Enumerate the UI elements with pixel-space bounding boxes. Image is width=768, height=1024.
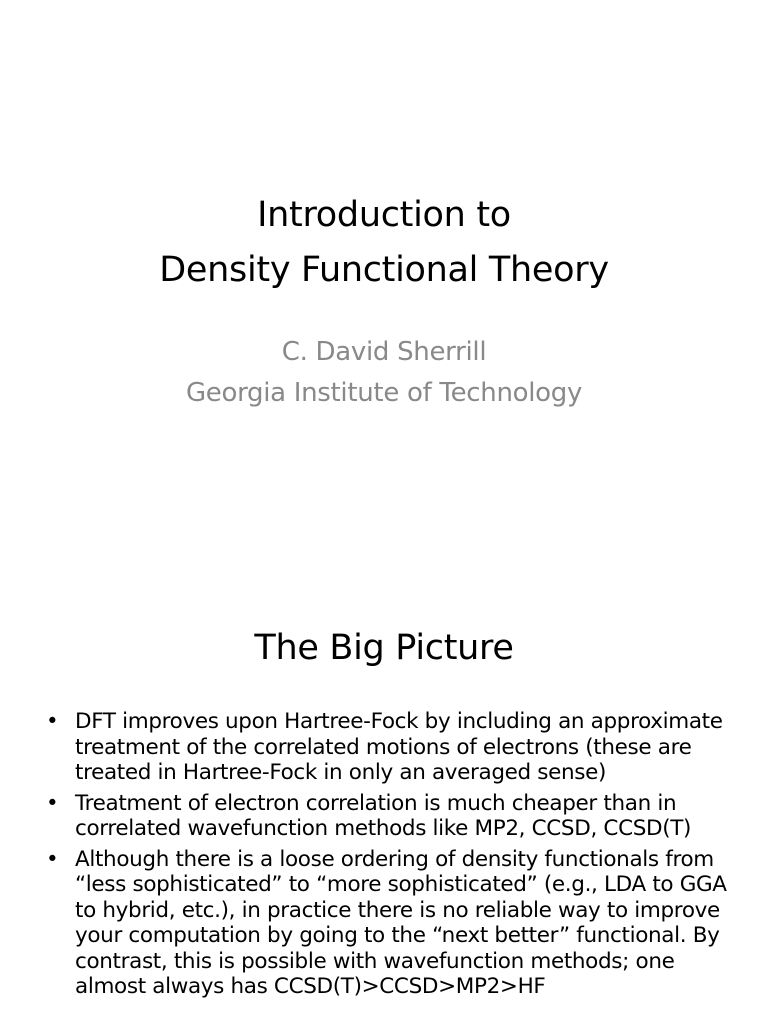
bullet-dot-icon: • — [46, 846, 59, 872]
bullet-list — [46, 709, 746, 1005]
bullet-text: DFT improves upon Hartree-Fock by including an approximate treatment of the correlated motions of electrons (these are treated in Hartree-Fock in only an averaged sense) — [75, 709, 723, 785]
author-block — [0, 332, 768, 414]
author-affiliation: Georgia Institute of Technology — [185, 378, 583, 408]
bullet-text: Treatment of electron correlation is much cheaper than in correlated wavefunction methods like MP2, CCSD, CCSD(T) — [75, 790, 692, 841]
bullet-item-2 — [46, 791, 746, 842]
bullet-item-1 — [46, 709, 746, 786]
bullet-dot-icon: • — [46, 709, 59, 734]
bullet-item-3 — [46, 847, 746, 1000]
title-line-2: Density Functional Theory — [159, 250, 609, 290]
presentation-title — [0, 188, 768, 298]
slide-big-picture — [0, 576, 768, 1024]
slide-heading: The Big Picture — [254, 628, 514, 668]
bullet-dot-icon: • — [46, 790, 59, 816]
author-name: C. David Sherrill — [281, 337, 487, 367]
bullet-text: Although there is a loose ordering of density functionals from “less sophisticated” to “more sophisticated” (e.g., LDA to GGA to hybrid, etc.), in practice there is no reliable way to improve your computation by going to the “next better” functional. By contrast, this is possible with wavefunction methods; one almost always has CCSD(T)>CCSD>MP2>HF — [75, 846, 727, 999]
title-line-1: Introduction to — [257, 195, 511, 235]
